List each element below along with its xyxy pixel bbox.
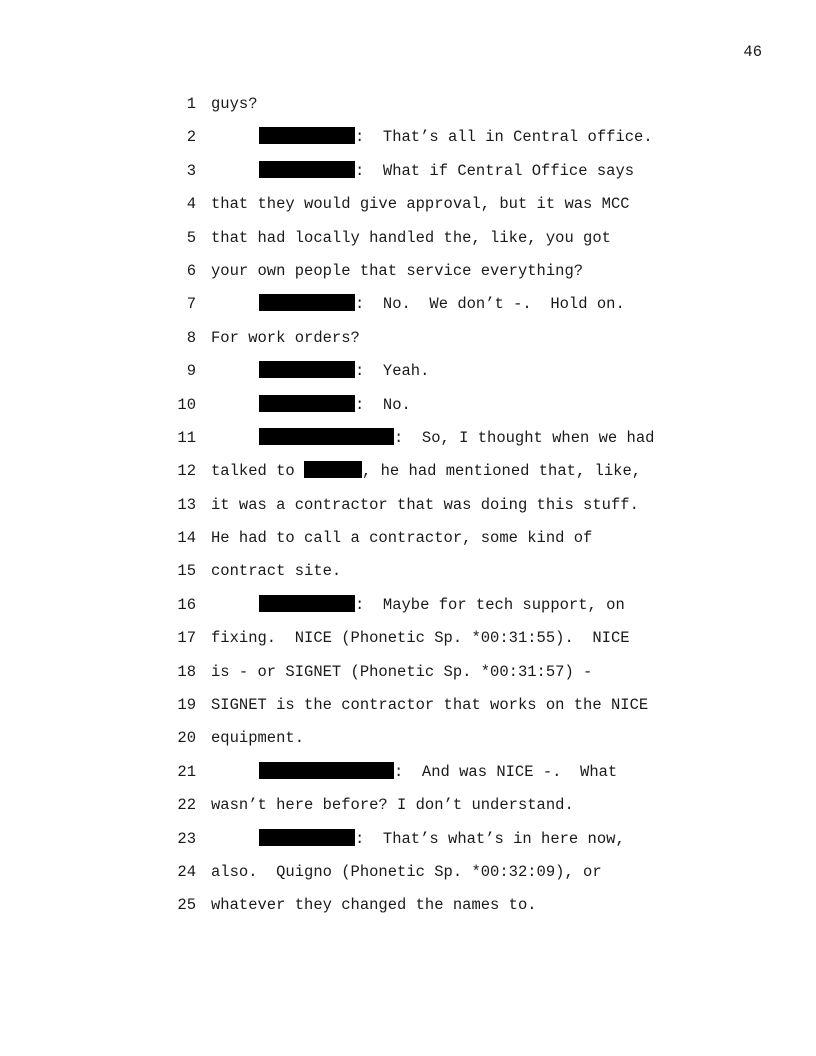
line-number: 13 bbox=[177, 495, 196, 514]
line-number: 15 bbox=[177, 562, 196, 581]
line-text bbox=[211, 125, 653, 149]
transcript-line bbox=[0, 793, 816, 826]
line-number: 5 bbox=[186, 228, 196, 247]
line-text bbox=[211, 893, 537, 917]
line-text bbox=[211, 159, 634, 183]
line-text-content: is - or SIGNET (Phonetic Sp. *00:31:57) - bbox=[211, 662, 593, 681]
speaker-statement: : Maybe for tech support, on bbox=[355, 595, 625, 614]
speaker-statement: : That’s what’s in here now, bbox=[355, 829, 625, 848]
line-text bbox=[211, 827, 625, 851]
line-text-content: guys? bbox=[211, 95, 258, 113]
redacted-speaker-name bbox=[259, 829, 355, 846]
line-number: 22 bbox=[177, 796, 196, 815]
line-text-content: equipment. bbox=[211, 729, 305, 748]
line-text bbox=[211, 326, 360, 350]
line-number: 2 bbox=[186, 128, 196, 147]
transcript-line bbox=[0, 526, 816, 559]
transcript-line bbox=[0, 660, 816, 693]
transcript-line bbox=[0, 559, 816, 592]
redacted-speaker-name bbox=[259, 395, 355, 412]
transcript-line bbox=[0, 326, 816, 359]
speaker-statement: : No. bbox=[355, 395, 411, 414]
line-text bbox=[211, 359, 429, 383]
redacted-speaker-name bbox=[259, 428, 394, 445]
speaker-statement: : And was NICE -. What bbox=[394, 762, 618, 781]
transcript-line bbox=[0, 359, 816, 392]
transcript-line bbox=[0, 226, 816, 259]
transcript-line bbox=[0, 760, 816, 793]
transcript-line bbox=[0, 693, 816, 726]
line-number: 9 bbox=[186, 362, 196, 381]
line-text bbox=[211, 593, 625, 617]
transcript-line bbox=[0, 593, 816, 626]
speaker-statement: : So, I thought when we had bbox=[394, 428, 655, 447]
line-text bbox=[211, 693, 648, 717]
line-number: 12 bbox=[177, 462, 196, 481]
line-text bbox=[211, 192, 630, 216]
line-text bbox=[211, 259, 583, 283]
speaker-statement: : No. We don’t -. Hold on. bbox=[355, 295, 625, 314]
line-text bbox=[211, 292, 625, 316]
line-text bbox=[211, 860, 602, 884]
line-number: 8 bbox=[186, 328, 196, 347]
page-number: 46 bbox=[743, 43, 762, 61]
line-text bbox=[211, 626, 630, 650]
line-text bbox=[211, 559, 341, 583]
transcript-line bbox=[0, 426, 816, 459]
line-text bbox=[211, 793, 574, 817]
line-text-content: , he had mentioned that, like, bbox=[362, 462, 642, 481]
line-number: 17 bbox=[177, 629, 196, 648]
line-number: 18 bbox=[177, 662, 196, 681]
line-number: 4 bbox=[186, 195, 196, 214]
line-text bbox=[211, 760, 617, 784]
transcript-line bbox=[0, 92, 816, 125]
transcript-line bbox=[0, 393, 816, 426]
line-text-content: He had to call a contractor, some kind of bbox=[211, 529, 593, 548]
line-text-content: that they would give approval, but it was MCC bbox=[211, 195, 630, 214]
transcript-line bbox=[0, 159, 816, 192]
transcript-line bbox=[0, 860, 816, 893]
line-number: 10 bbox=[177, 395, 196, 414]
transcript-line bbox=[0, 459, 816, 492]
line-number: 24 bbox=[177, 862, 196, 881]
transcript-line bbox=[0, 827, 816, 860]
line-number: 21 bbox=[177, 762, 196, 781]
redacted-name bbox=[304, 461, 362, 478]
transcript-line bbox=[0, 726, 816, 759]
line-number: 14 bbox=[177, 529, 196, 548]
line-number: 19 bbox=[177, 696, 196, 715]
line-text bbox=[211, 526, 592, 550]
line-text-content: your own people that service everything? bbox=[211, 261, 584, 280]
transcript-line bbox=[0, 259, 816, 292]
line-text bbox=[211, 459, 641, 483]
line-text bbox=[211, 726, 304, 750]
line-text bbox=[211, 493, 639, 517]
line-number: 6 bbox=[186, 261, 196, 280]
line-text bbox=[211, 226, 611, 250]
line-number: 7 bbox=[186, 295, 196, 314]
transcript-line bbox=[0, 292, 816, 325]
line-text-content: whatever they changed the names to. bbox=[211, 896, 537, 915]
transcript-line bbox=[0, 125, 816, 158]
line-text-content: talked to bbox=[211, 462, 305, 481]
line-text-content: fixing. NICE (Phonetic Sp. *00:31:55). NICE bbox=[211, 629, 630, 648]
transcript-body bbox=[0, 92, 816, 927]
line-number: 23 bbox=[177, 829, 196, 848]
transcript-line bbox=[0, 626, 816, 659]
line-number: 25 bbox=[177, 896, 196, 915]
speaker-statement: : That’s all in Central office. bbox=[355, 128, 653, 147]
line-number: 20 bbox=[177, 729, 196, 748]
line-text-content: also. Quigno (Phonetic Sp. *00:32:09), or bbox=[211, 862, 602, 881]
line-text-content: SIGNET is the contractor that works on the NICE bbox=[211, 696, 649, 715]
line-number: 16 bbox=[177, 595, 196, 614]
line-text-content: wasn’t here before? I don’t understand. bbox=[211, 796, 574, 815]
line-number: 3 bbox=[186, 161, 196, 180]
line-text-content: that had locally handled the, like, you got bbox=[211, 228, 611, 247]
redacted-speaker-name bbox=[259, 294, 355, 311]
line-text bbox=[211, 426, 654, 450]
redacted-speaker-name bbox=[259, 762, 394, 779]
transcript-line bbox=[0, 893, 816, 926]
line-text bbox=[211, 393, 411, 417]
line-number: 1 bbox=[186, 95, 196, 113]
line-text-content: contract site. bbox=[211, 562, 342, 581]
speaker-statement: : Yeah. bbox=[355, 362, 430, 381]
redacted-speaker-name bbox=[259, 595, 355, 612]
speaker-statement: : What if Central Office says bbox=[355, 161, 635, 180]
redacted-speaker-name bbox=[259, 127, 355, 144]
transcript-line bbox=[0, 493, 816, 526]
line-text-content: For work orders? bbox=[211, 328, 360, 347]
line-text bbox=[211, 660, 592, 684]
line-number: 11 bbox=[177, 428, 196, 447]
line-text bbox=[211, 92, 258, 116]
transcript-line bbox=[0, 192, 816, 225]
redacted-speaker-name bbox=[259, 161, 355, 178]
redacted-speaker-name bbox=[259, 361, 355, 378]
line-text-content: it was a contractor that was doing this stuff. bbox=[211, 495, 639, 514]
